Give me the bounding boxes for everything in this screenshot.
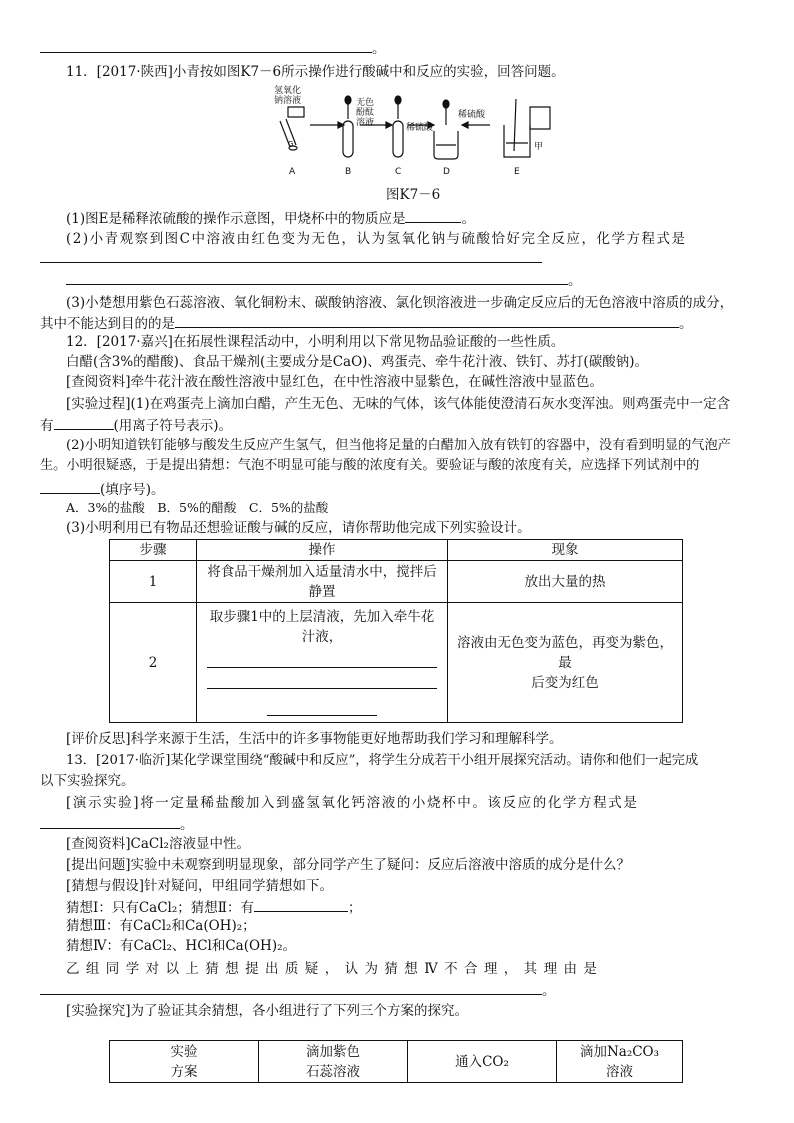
- answer-line[interactable]: [40, 262, 542, 263]
- answer-line[interactable]: [66, 284, 568, 285]
- answer-line[interactable]: [40, 52, 372, 53]
- q12-options: A．3%的盐酸 B．5%的醋酸 C．5%的盐酸: [66, 500, 329, 515]
- beaker-label: 甲: [534, 142, 544, 152]
- svg-text:D: D: [443, 167, 450, 177]
- answer-line[interactable]: [207, 680, 437, 689]
- svg-text:溶液: 溶液: [356, 118, 375, 128]
- answer-blank[interactable]: [175, 313, 679, 328]
- q11-part3: (3)小楚想用紫色石蕊溶液、氧化铜粉末、碳酸钠溶液、氯化钡溶液进一步确定反应后的无色溶液中溶质的成分，: [66, 295, 734, 311]
- answer-blank[interactable]: [40, 814, 180, 829]
- svg-text:酚酞: 酚酞: [356, 108, 375, 118]
- q13-guess-intro: [猜想与假设]针对疑问，甲组同学猜想如下。: [66, 878, 334, 894]
- svg-text:钠溶液: 钠溶液: [274, 96, 302, 106]
- guess-3: 猜想Ⅲ：有CaCl₂和Ca(OH)₂；: [66, 918, 256, 934]
- q13-explore: [实验探究]为了验证其余猜想，各小组进行了下列三个方案的探究。: [66, 1003, 469, 1019]
- q12-experiment3: (3)小明利用已有物品还想验证酸与碱的反应，请你帮助他完成下列实验设计。: [66, 520, 531, 536]
- period: 。: [372, 41, 386, 57]
- q12-experiment1: [实验过程](1)在鸡蛋壳上滴加白醋，产生无色、无味的气体，该气体能使澄清石灰水变浑浊。则鸡蛋壳中一定含: [66, 396, 731, 412]
- naoh-label: 氢氧化: [274, 86, 302, 96]
- svg-text:E: E: [514, 167, 520, 177]
- q12-items: 白醋(含3%的醋酸)、食品干燥剂(主要成分是CaO)、鸡蛋壳、牵牛花汁液、铁钉、苏打(碳酸钠)。: [66, 354, 648, 370]
- reagent-bottle-icon: [288, 107, 304, 117]
- svg-text:G: G: [288, 140, 294, 148]
- q13-table: 实验 方案 滴加紫色 石蕊溶液 通入CO₂ 滴加Na₂CO₃ 溶液: [109, 1040, 683, 1083]
- q13-title: 13．[2017·临沂]某化学课堂围绕“酸碱中和反应”，将学生分成若干小组开展探究活动。请你和他们一起完成: [66, 753, 699, 768]
- q11-figure: [268, 85, 558, 177]
- answer-blank[interactable]: [54, 415, 114, 430]
- q13-question: [提出问题]实验中未观察到明显现象，部分同学产生了疑问：反应后溶液中溶质的成分是什么？: [66, 857, 631, 873]
- svg-text:A: A: [289, 167, 296, 177]
- q13-reference: [查阅资料]CaCl₂溶液显中性。: [66, 836, 250, 852]
- q13-doubt: 乙组同学对以上猜想提出质疑，认为猜想Ⅳ不合理，其理由是: [66, 961, 604, 977]
- svg-text:稀硫酸: 稀硫酸: [458, 110, 486, 120]
- q12-table: 步骤 操作 现象 1 将食品干燥剂加入适量清水中，搅拌后 静置 放出大量的热 2 取步骤1中的上层清液，先加入牵牛花 汁液， 溶液由无色变为蓝色，再变为紫色，最 后变为红色: [109, 539, 683, 723]
- q11-title: 11．[2017·陕西]小青按如图K7－6所示操作进行酸碱中和反应的实验，回答问题。: [66, 64, 565, 80]
- q12-experiment2: (2)小明知道铁钉能够与酸发生反应产生氢气，但当他将足量的白醋加入放有铁钉的容器中，没有看到明显的气泡产: [66, 438, 731, 453]
- svg-text:B: B: [345, 167, 352, 177]
- answer-blank[interactable]: [40, 479, 100, 494]
- q12-reference: [查阅资料]牵牛花汁液在酸性溶液中显红色，在中性溶液中显紫色，在碱性溶液中显蓝色。: [66, 374, 604, 390]
- guess-4: 猜想Ⅳ：有CaCl₂、HCl和Ca(OH)₂。: [66, 938, 297, 954]
- answer-line[interactable]: [207, 659, 437, 668]
- answer-blank[interactable]: [254, 897, 348, 912]
- answer-line[interactable]: [267, 707, 377, 716]
- q12-title: 12．[2017·嘉兴]在拓展性课程活动中，小明利用以下常见物品验证酸的一些性质。: [66, 334, 565, 350]
- q11-part1: (1)图E是稀释浓硫酸的操作示意图，甲烧杯中的物质应是 。: [66, 208, 475, 228]
- figure-caption: 图K7－6: [386, 187, 441, 203]
- answer-blank[interactable]: [405, 208, 461, 223]
- indicator-label: 无色: [356, 98, 375, 108]
- svg-text:C: C: [395, 167, 402, 177]
- answer-line[interactable]: [40, 994, 542, 995]
- q12-review: [评价反思]科学来源于生活，生活中的许多事物能更好地帮助我们学习和理解科学。: [66, 731, 563, 747]
- q13-demo: [演示实验]将一定量稀盐酸加入到盛氢氧化钙溶液的小烧杯中。该反应的化学方程式是: [66, 795, 639, 811]
- dilute-acid-label: 稀硫酸: [406, 123, 434, 133]
- q11-part2: (2)小青观察到图C中溶液由红色变为无色，认为氢氧化钠与硫酸恰好完全反应，化学方程式是: [66, 231, 687, 247]
